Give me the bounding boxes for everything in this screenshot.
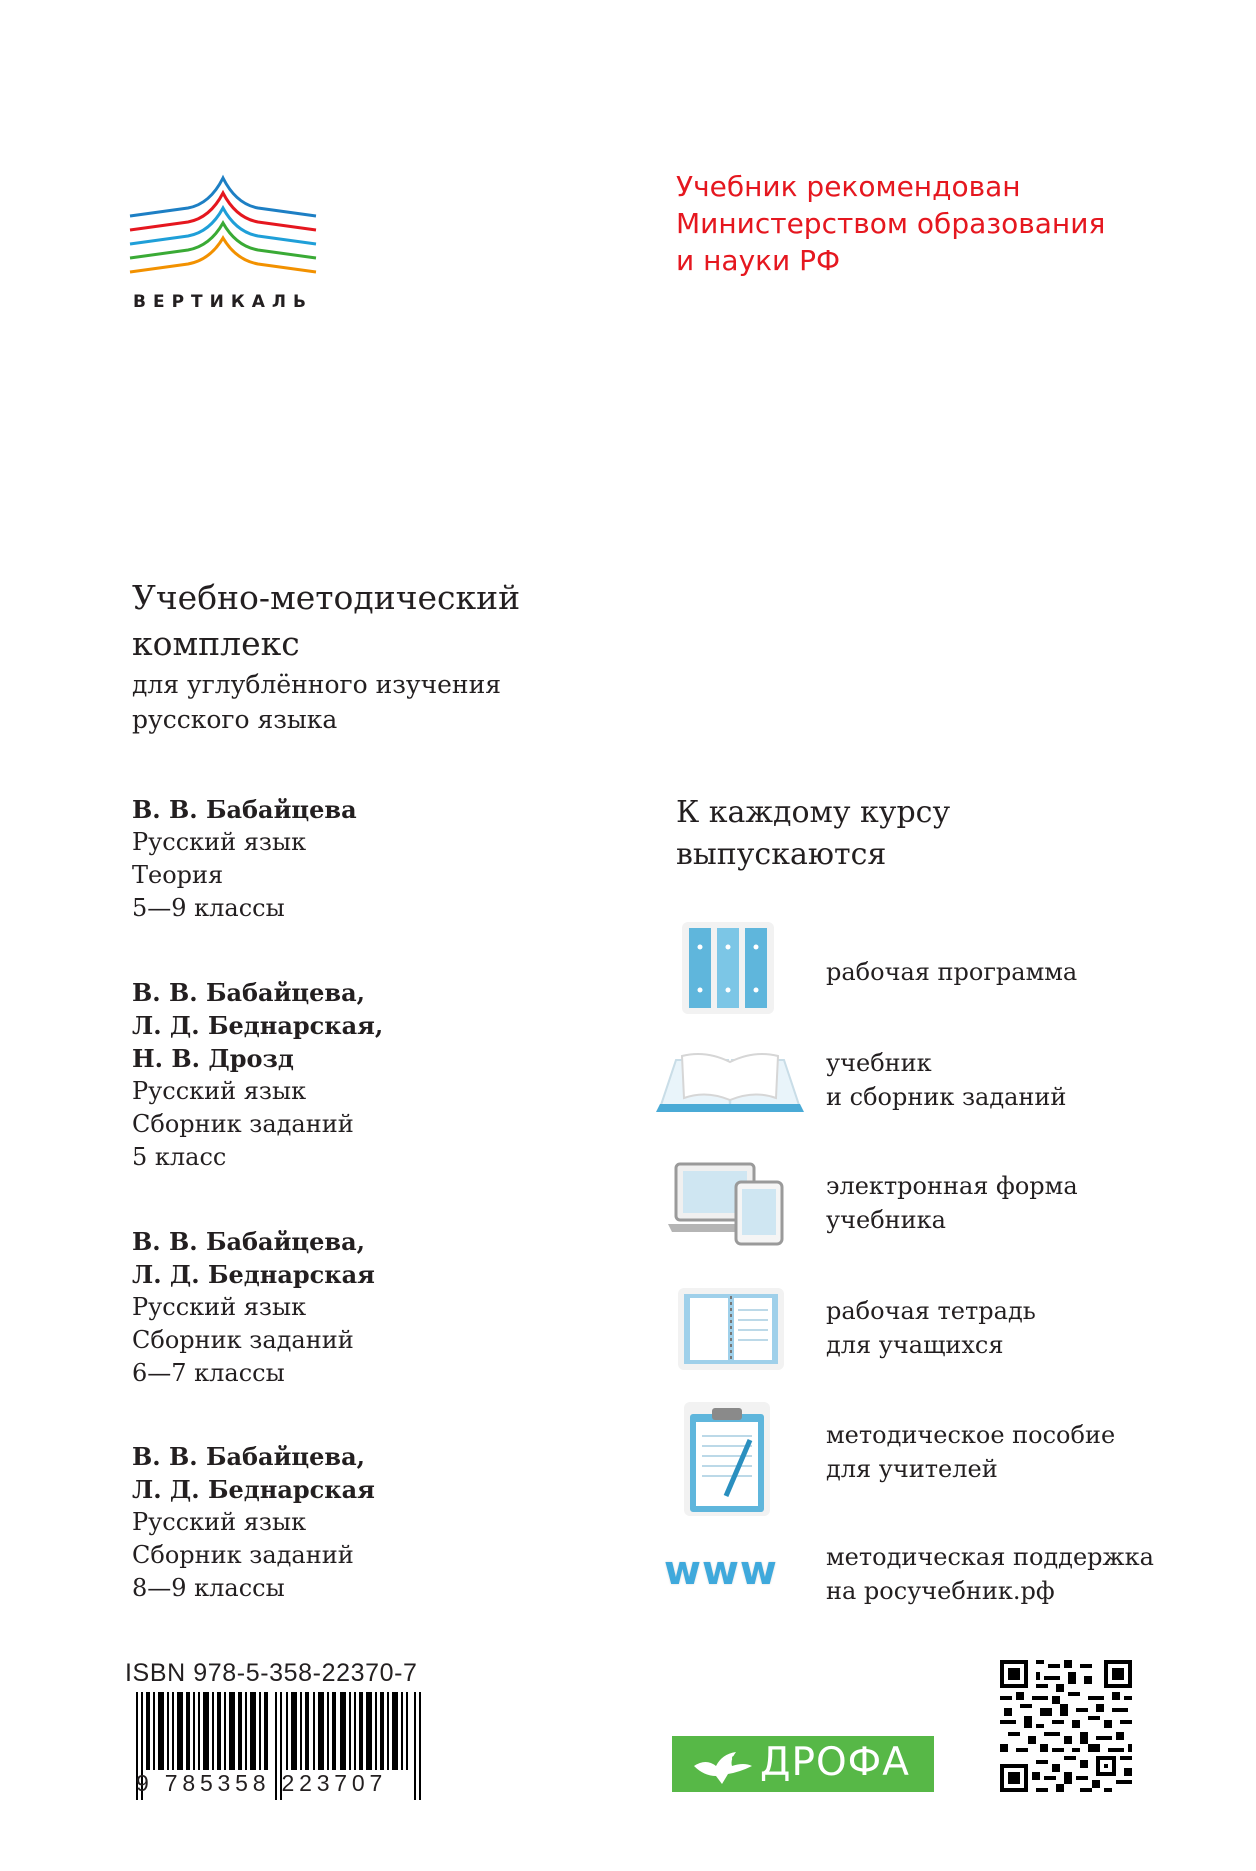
book-detail: 5 класс (132, 1143, 227, 1171)
resource-line: электронная форма (826, 1172, 1078, 1200)
resource-line: для учащихся (826, 1331, 1004, 1359)
book-author: Н. В. Дрозд (132, 1044, 294, 1073)
clipboard-icon (682, 1400, 772, 1522)
recommendation-line: и науки РФ (676, 244, 841, 277)
book-author: В. В. Бабайцева, (132, 978, 365, 1007)
complex-title-line: комплекс (132, 624, 300, 663)
publisher-logo (672, 1736, 934, 1792)
book-author: Л. Д. Беднарская (132, 1260, 375, 1289)
resource-line: и сборник заданий (826, 1083, 1067, 1111)
qr-code (1000, 1660, 1132, 1792)
resource-electronic-form (826, 1169, 1216, 1237)
book-detail: Сборник заданий (132, 1541, 354, 1569)
book-author: В. В. Бабайцева, (132, 1227, 365, 1256)
isbn-number: ISBN 978-5-358-22370-7 (125, 1659, 418, 1687)
book-author: Л. Д. Беднарская, (132, 1011, 384, 1040)
publisher-name: ДРОФА (760, 1740, 910, 1785)
complex-subtitle-line: русского языка (132, 705, 338, 734)
binder-icon (680, 920, 776, 1020)
book-entry-grade-8-9 (132, 1440, 612, 1605)
book-detail: Сборник заданий (132, 1110, 354, 1138)
book-author: В. В. Бабайцева (132, 795, 357, 824)
book-entry-grade-6-7 (132, 1225, 612, 1390)
resource-line: учебник (826, 1049, 932, 1077)
vertikal-logo (128, 168, 318, 318)
barcode-digits: 9 785358 223707 (136, 1770, 388, 1796)
book-detail: Русский язык (132, 1077, 307, 1105)
book-detail: Русский язык (132, 1508, 307, 1536)
book-detail: Сборник заданий (132, 1326, 354, 1354)
complex-subtitle-line: для углублённого изучения (132, 670, 502, 699)
resource-textbook (826, 1046, 1216, 1114)
www-icon-label: www (664, 1548, 778, 1594)
resource-line: методическая поддержка (826, 1543, 1154, 1571)
each-course-heading (676, 792, 1136, 876)
resource-line: рабочая программа (826, 958, 1078, 986)
open-book-icon (654, 1046, 806, 1122)
resource-teacher-guide (826, 1418, 1216, 1486)
resource-line: на росучебник.рф (826, 1577, 1055, 1605)
recommendation-notice (676, 168, 1176, 279)
book-detail: Теория (132, 861, 224, 889)
www-icon (664, 1548, 794, 1594)
resource-workbook (826, 1294, 1216, 1362)
logo-title: ВЕРТИКАЛЬ (133, 292, 313, 312)
recommendation-line: Министерством образования (676, 207, 1106, 240)
each-course-line: К каждому курсу (676, 795, 951, 830)
notebook-icon (676, 1286, 786, 1376)
book-detail: Русский язык (132, 1293, 307, 1321)
complex-heading (132, 575, 602, 737)
resource-line: методическое пособие (826, 1421, 1116, 1449)
recommendation-line: Учебник рекомендован (676, 170, 1021, 203)
devices-icon (668, 1158, 790, 1250)
resource-line: учебника (826, 1206, 946, 1234)
book-author: В. В. Бабайцева, (132, 1442, 365, 1471)
resource-work-program (826, 955, 1216, 989)
arcs-logo-icon (128, 168, 318, 288)
resource-line: для учителей (826, 1455, 998, 1483)
book-detail: 6—7 классы (132, 1359, 285, 1387)
complex-title-line: Учебно-методический (132, 578, 521, 617)
each-course-line: выпускаются (676, 837, 887, 872)
resource-online-support (826, 1540, 1216, 1608)
book-author: Л. Д. Беднарская (132, 1475, 375, 1504)
book-detail: Русский язык (132, 828, 307, 856)
book-entry-theory (132, 793, 612, 925)
book-entry-grade-5 (132, 976, 612, 1174)
book-detail: 5—9 классы (132, 894, 285, 922)
bird-icon (682, 1736, 762, 1792)
book-detail: 8—9 классы (132, 1574, 285, 1602)
resource-line: рабочая тетрадь (826, 1297, 1036, 1325)
